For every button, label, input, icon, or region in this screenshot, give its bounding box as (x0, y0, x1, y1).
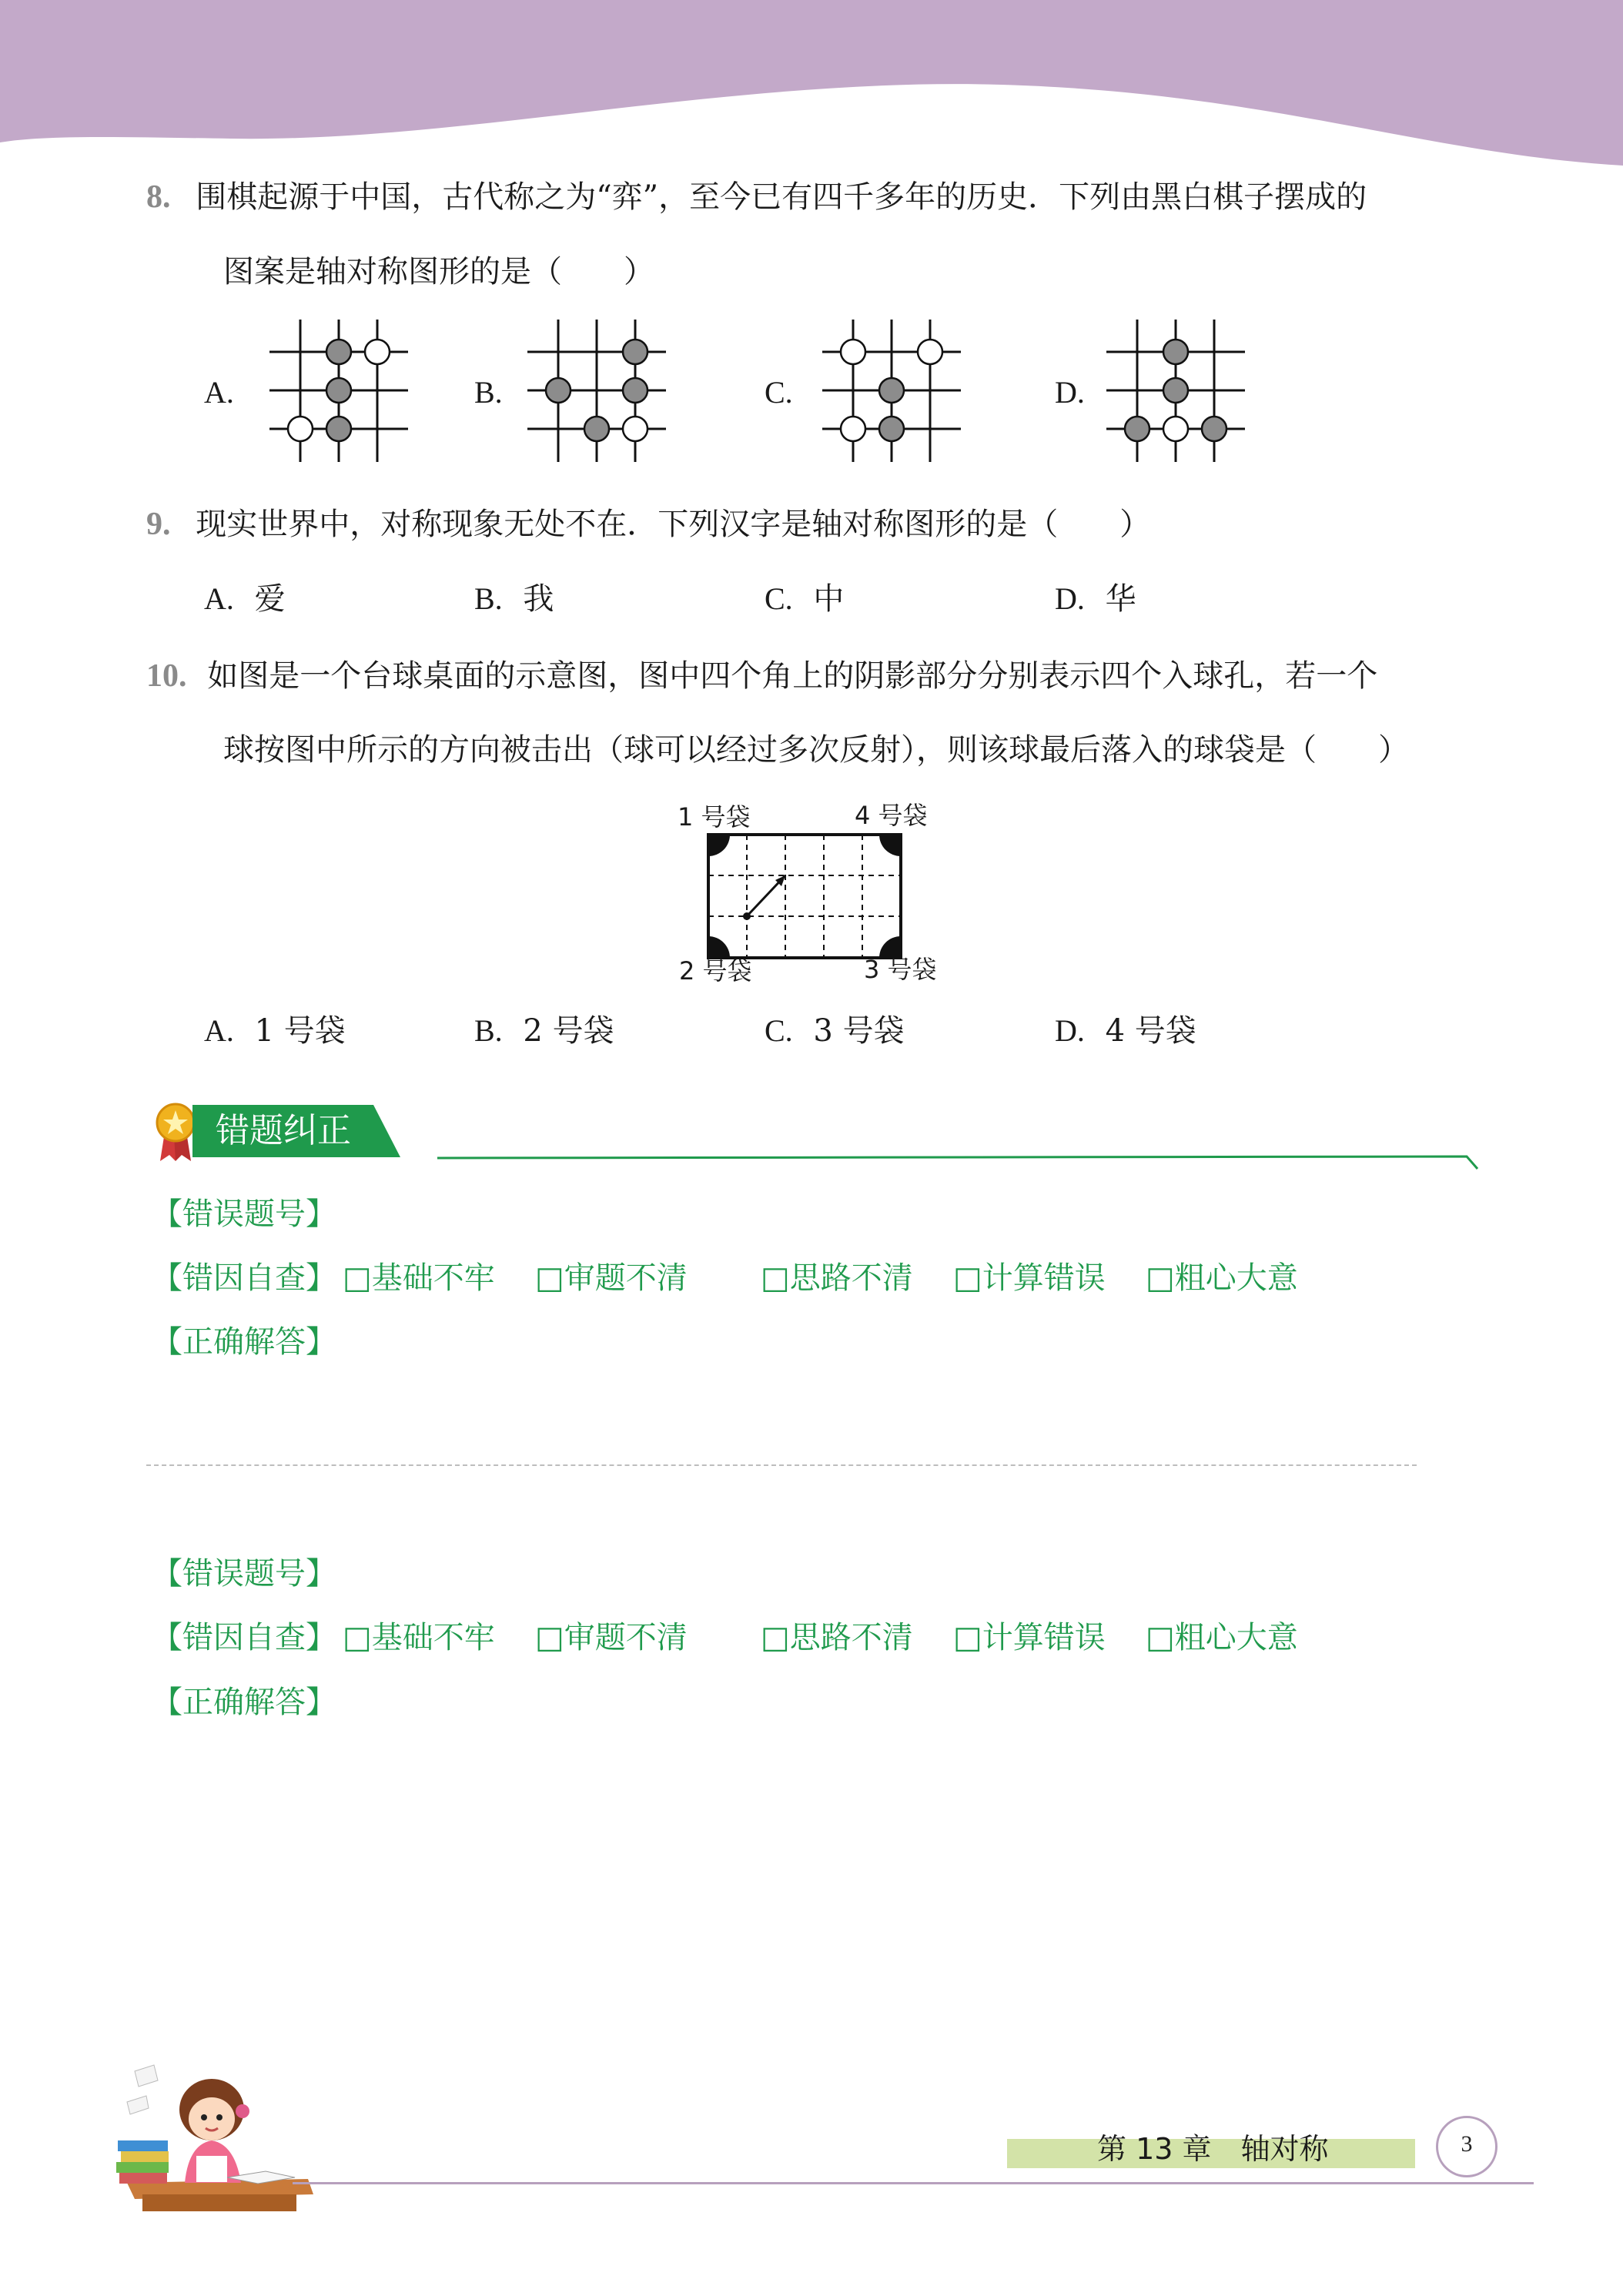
option-a-label: A. (204, 375, 234, 410)
section-title-line (435, 1152, 1482, 1175)
option-text: 中 (813, 581, 845, 617)
option-a (204, 1011, 346, 1051)
option-text: 3 号袋 (813, 1013, 905, 1049)
student-illustration (112, 2048, 320, 2214)
option-a (204, 579, 286, 619)
correct-answer-label: 【正确解答】 (152, 1685, 336, 1720)
question-8-line2: 图案是轴对称图形的是（ ） (223, 254, 654, 290)
question-text: 现实世界中，对称现象无处不在．下列汉字是轴对称图形的是（ ） (196, 507, 1151, 542)
option-letter: A. (204, 1013, 234, 1048)
billiard-diagram (670, 793, 955, 986)
option-d (1055, 1011, 1196, 1051)
option-b-label: B. (474, 375, 503, 410)
error-cause-label: 【错因自查】 (152, 1260, 336, 1296)
footer-chapter: 第 13 章 轴对称 (1097, 2132, 1329, 2166)
option-text: 华 (1105, 581, 1136, 617)
option-text: 4 号袋 (1105, 1013, 1196, 1049)
option-letter: A. (204, 581, 234, 616)
option-d-label: D. (1055, 375, 1085, 410)
go-pattern-b (527, 320, 666, 462)
option-text: 1 号袋 (254, 1013, 346, 1049)
medal-icon (154, 1101, 197, 1163)
page-number: 3 (1461, 2131, 1473, 2157)
wrong-question-number-label: 【错误题号】 (152, 1556, 336, 1591)
option-letter: C. (765, 581, 793, 616)
checkbox-foundation[interactable]: □基础不牢 (343, 1620, 495, 1655)
checkbox-careless[interactable]: □粗心大意 (1146, 1620, 1298, 1655)
option-letter: C. (765, 1013, 793, 1048)
pocket-3-label: 3 号袋 (864, 955, 937, 984)
pocket-1-label: 1 号袋 (678, 802, 751, 832)
option-b (474, 1011, 614, 1051)
checkbox-reading[interactable]: □审题不清 (535, 1620, 688, 1655)
footer-rule (293, 2182, 1534, 2184)
option-c (765, 579, 844, 619)
go-pattern-a (269, 320, 408, 462)
divider-dashed (146, 1464, 1417, 1466)
option-text: 2 号袋 (523, 1013, 614, 1049)
checkbox-careless[interactable]: □粗心大意 (1146, 1260, 1298, 1296)
option-text: 我 (523, 581, 554, 617)
option-text: 爱 (254, 581, 286, 617)
option-c-label: C. (765, 375, 793, 410)
go-pattern-c (822, 320, 961, 462)
question-text: 围棋起源于中国，古代称之为“弈”，至今已有四千多年的历史．下列由黑白棋子摆成的 (196, 179, 1367, 215)
checkbox-thinking[interactable]: □思路不清 (761, 1620, 913, 1655)
checkbox-calculation[interactable]: □计算错误 (953, 1620, 1106, 1655)
pocket-4-label: 4 号袋 (855, 801, 928, 830)
option-c (765, 1011, 905, 1051)
option-b (474, 579, 554, 619)
checkbox-thinking[interactable]: □思路不清 (761, 1260, 913, 1296)
header-wave (0, 0, 1623, 169)
option-letter: D. (1055, 1013, 1085, 1048)
question-number: 8. (146, 179, 171, 215)
checkbox-reading[interactable]: □审题不清 (535, 1260, 688, 1296)
section-title: 错题纠正 (216, 1111, 351, 1150)
option-letter: B. (474, 1013, 503, 1048)
option-letter: D. (1055, 581, 1085, 616)
question-number: 10. (146, 658, 187, 694)
go-pattern-d (1106, 320, 1245, 462)
error-cause-label: 【错因自查】 (152, 1620, 336, 1655)
question-number: 9. (146, 507, 171, 542)
question-10-line2: 球按图中所示的方向被击出（球可以经过多次反射），则该球最后落入的球袋是（ ） (223, 732, 1409, 768)
question-10 (146, 656, 1377, 696)
question-8 (146, 177, 1367, 217)
checkbox-calculation[interactable]: □计算错误 (953, 1260, 1106, 1296)
wrong-question-number-label: 【错误题号】 (152, 1197, 336, 1232)
pocket-2-label: 2 号袋 (679, 956, 752, 986)
correct-answer-label: 【正确解答】 (152, 1324, 336, 1360)
option-letter: B. (474, 581, 503, 616)
option-d (1055, 579, 1136, 619)
checkbox-foundation[interactable]: □基础不牢 (343, 1260, 495, 1296)
question-text: 如图是一个台球桌面的示意图，图中四个角上的阴影部分分别表示四个入球孔，若一个 (207, 658, 1378, 694)
question-9 (146, 504, 1150, 544)
